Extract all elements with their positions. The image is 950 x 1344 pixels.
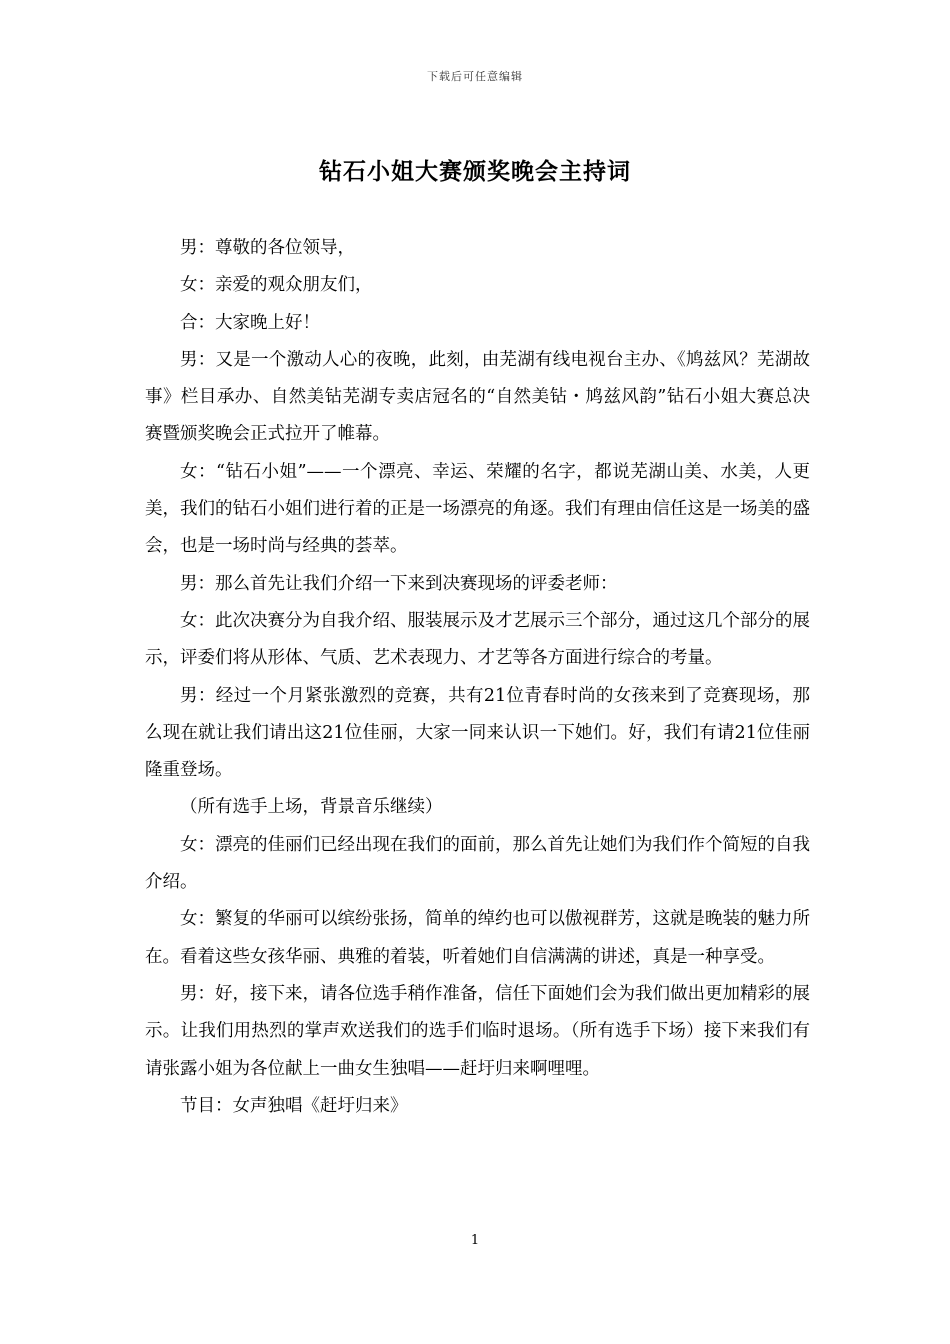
- paragraph: 女：繁复的华丽可以缤纷张扬，简单的绰约也可以傲视群芳，这就是晚装的魅力所在。看着这些女孩华丽、典雅的着装，听着她们自信满满的讲述，真是一种享受。: [145, 909, 810, 967]
- paragraph: 女：“钻石小姐”——一个漂亮、幸运、荣耀的名字，都说芜湖山美、水美，人更美，我们的钻石小姐们进行着的正是一场漂亮的角逐。我们有理由信任这是一场美的盛会，也是一场时尚与经典的荟萃。: [145, 461, 810, 557]
- page-header: 下载后可任意编辑: [427, 70, 523, 83]
- paragraph: 合：大家晚上好！: [180, 312, 320, 333]
- paragraph: 女：漂亮的佳丽们已经出现在我们的面前，那么首先让她们为我们作个简短的自我介绍。: [145, 834, 810, 893]
- page-number: 1: [470, 1233, 480, 1248]
- document-title: 钻石小姐大赛颁奖晚会主持词: [319, 158, 631, 185]
- paragraph: 男：好，接下来，请各位选手稍作准备，信任下面她们会为我们做出更加精彩的展示。让我们用热烈的掌声欢送我们的选手们临时退场。（所有选手下场）接下来我们有请张露小姐为各位献上一曲女生独唱——赶圩归来啊哩哩。: [145, 983, 810, 1079]
- paragraph: （所有选手上场，背景音乐继续）: [180, 797, 443, 818]
- paragraph: 男：那么首先让我们介绍一下来到决赛现场的评委老师：: [180, 573, 618, 594]
- paragraph: 女：亲爱的观众朋友们，: [180, 275, 373, 296]
- paragraph: 男：经过一个月紧张激烈的竞赛，共有21位青春时尚的女孩来到了竞赛现场，那么现在就让我们请出这21位佳丽，大家一同来认识一下她们。好，我们有请21位佳丽隆重登场。: [145, 685, 810, 781]
- document-body: [145, 230, 810, 1125]
- paragraph: 节目：女声独唱《赶圩归来》: [180, 1095, 408, 1116]
- paragraph: 男：又是一个激动人心的夜晚，此刻，由芜湖有线电视台主办、《鸠兹风？芜湖故事》栏目承办、自然美钻芜湖专卖店冠名的“自然美钻・鸠兹风韵”钻石小姐大赛总决赛暨颁奖晚会正式拉开了帷幕。: [145, 349, 810, 445]
- paragraph: 女：此次决赛分为自我介绍、服装展示及才艺展示三个部分，通过这几个部分的展示，评委们将从形体、气质、艺术表现力、才艺等各方面进行综合的考量。: [145, 610, 810, 669]
- paragraph: 男：尊敬的各位领导，: [180, 238, 355, 258]
